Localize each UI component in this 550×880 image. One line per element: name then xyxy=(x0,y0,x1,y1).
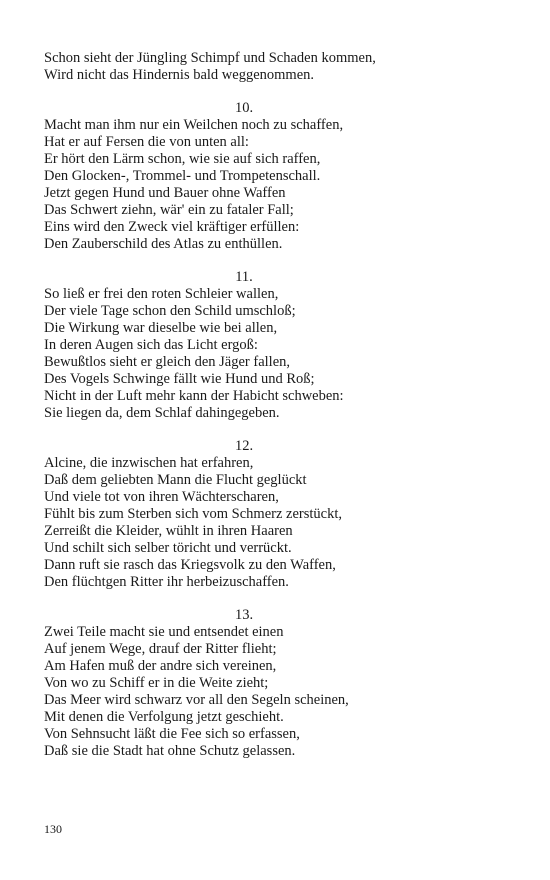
stanza-number: 11. xyxy=(235,269,253,285)
verse-line: Dann ruft sie rasch das Kriegsvolk zu den Waffen, xyxy=(44,557,336,573)
verse-line: Er hört den Lärm schon, wie sie auf sich raffen, xyxy=(44,151,321,167)
page-number: 130 xyxy=(44,822,62,836)
stanza-number: 10. xyxy=(234,100,254,116)
verse-line: Alcine, die inzwischen hat erfahren, xyxy=(44,455,254,471)
verse-line: Daß dem geliebten Mann die Flucht geglückt xyxy=(44,472,307,488)
verse-line: Schon sieht der Jüngling Schimpf und Schaden kommen, xyxy=(44,50,376,66)
stanza-10 xyxy=(44,100,514,253)
verse-line: Zwei Teile macht sie und entsendet einen xyxy=(44,624,284,640)
verse-line: In deren Augen sich das Licht ergoß: xyxy=(44,337,258,353)
verse-line: Den flüchtgen Ritter ihr herbeizuschaffen. xyxy=(44,574,289,590)
verse-line: Das Meer wird schwarz vor all den Segeln scheinen, xyxy=(44,692,349,708)
intro-lines xyxy=(44,50,514,84)
verse-line: Jetzt gegen Hund und Bauer ohne Waffen xyxy=(44,185,286,201)
verse-line: Nicht in der Luft mehr kann der Habicht schweben: xyxy=(44,388,344,404)
verse-line: Daß sie die Stadt hat ohne Schutz gelassen. xyxy=(44,743,296,759)
verse-line: Den Glocken-, Trommel- und Trompetenschall. xyxy=(44,168,321,184)
verse-line: Hat er auf Fersen die von unten all: xyxy=(44,134,249,150)
verse-line: Und viele tot von ihren Wächterscharen, xyxy=(44,489,279,505)
stanza-11 xyxy=(44,269,514,422)
verse-line: Den Zauberschild des Atlas zu enthüllen. xyxy=(44,236,283,252)
verse-line: Auf jenem Wege, drauf der Ritter flieht; xyxy=(44,641,277,657)
poem-text xyxy=(44,50,514,760)
stanza-12 xyxy=(44,438,514,591)
verse-line: Macht man ihm nur ein Weilchen noch zu schaffen, xyxy=(44,117,344,133)
verse-line: Das Schwert ziehn, wär' ein zu fataler Fall; xyxy=(44,202,294,218)
verse-line: Bewußtlos sieht er gleich den Jäger fallen, xyxy=(44,354,291,370)
stanza-number: 12. xyxy=(234,438,254,454)
verse-line: Und schilt sich selber töricht und verrückt. xyxy=(44,540,292,556)
verse-line: Des Vogels Schwinge fällt wie Hund und Roß; xyxy=(44,371,315,387)
stanza-13 xyxy=(44,607,514,760)
verse-line: Mit denen die Verfolgung jetzt geschieht. xyxy=(44,709,284,725)
verse-line: Zerreißt die Kleider, wühlt in ihren Haaren xyxy=(44,523,293,539)
verse-line: So ließ er frei den roten Schleier wallen, xyxy=(44,286,279,302)
verse-line: Fühlt bis zum Sterben sich vom Schmerz zerstückt, xyxy=(44,506,343,522)
verse-line: Von Sehnsucht läßt die Fee sich so erfassen, xyxy=(44,726,300,742)
verse-line: Der viele Tage schon den Schild umschloß; xyxy=(44,303,296,319)
verse-line: Wird nicht das Hindernis bald weggenommen. xyxy=(44,67,315,83)
verse-line: Am Hafen muß der andre sich vereinen, xyxy=(44,658,277,674)
verse-line: Von wo zu Schiff er in die Weite zieht; xyxy=(44,675,269,691)
verse-line: Eins wird den Zweck viel kräftiger erfüllen: xyxy=(44,219,300,235)
verse-line: Sie liegen da, dem Schlaf dahingegeben. xyxy=(44,405,280,421)
verse-line: Die Wirkung war dieselbe wie bei allen, xyxy=(44,320,278,336)
stanza-number: 13. xyxy=(234,607,254,623)
